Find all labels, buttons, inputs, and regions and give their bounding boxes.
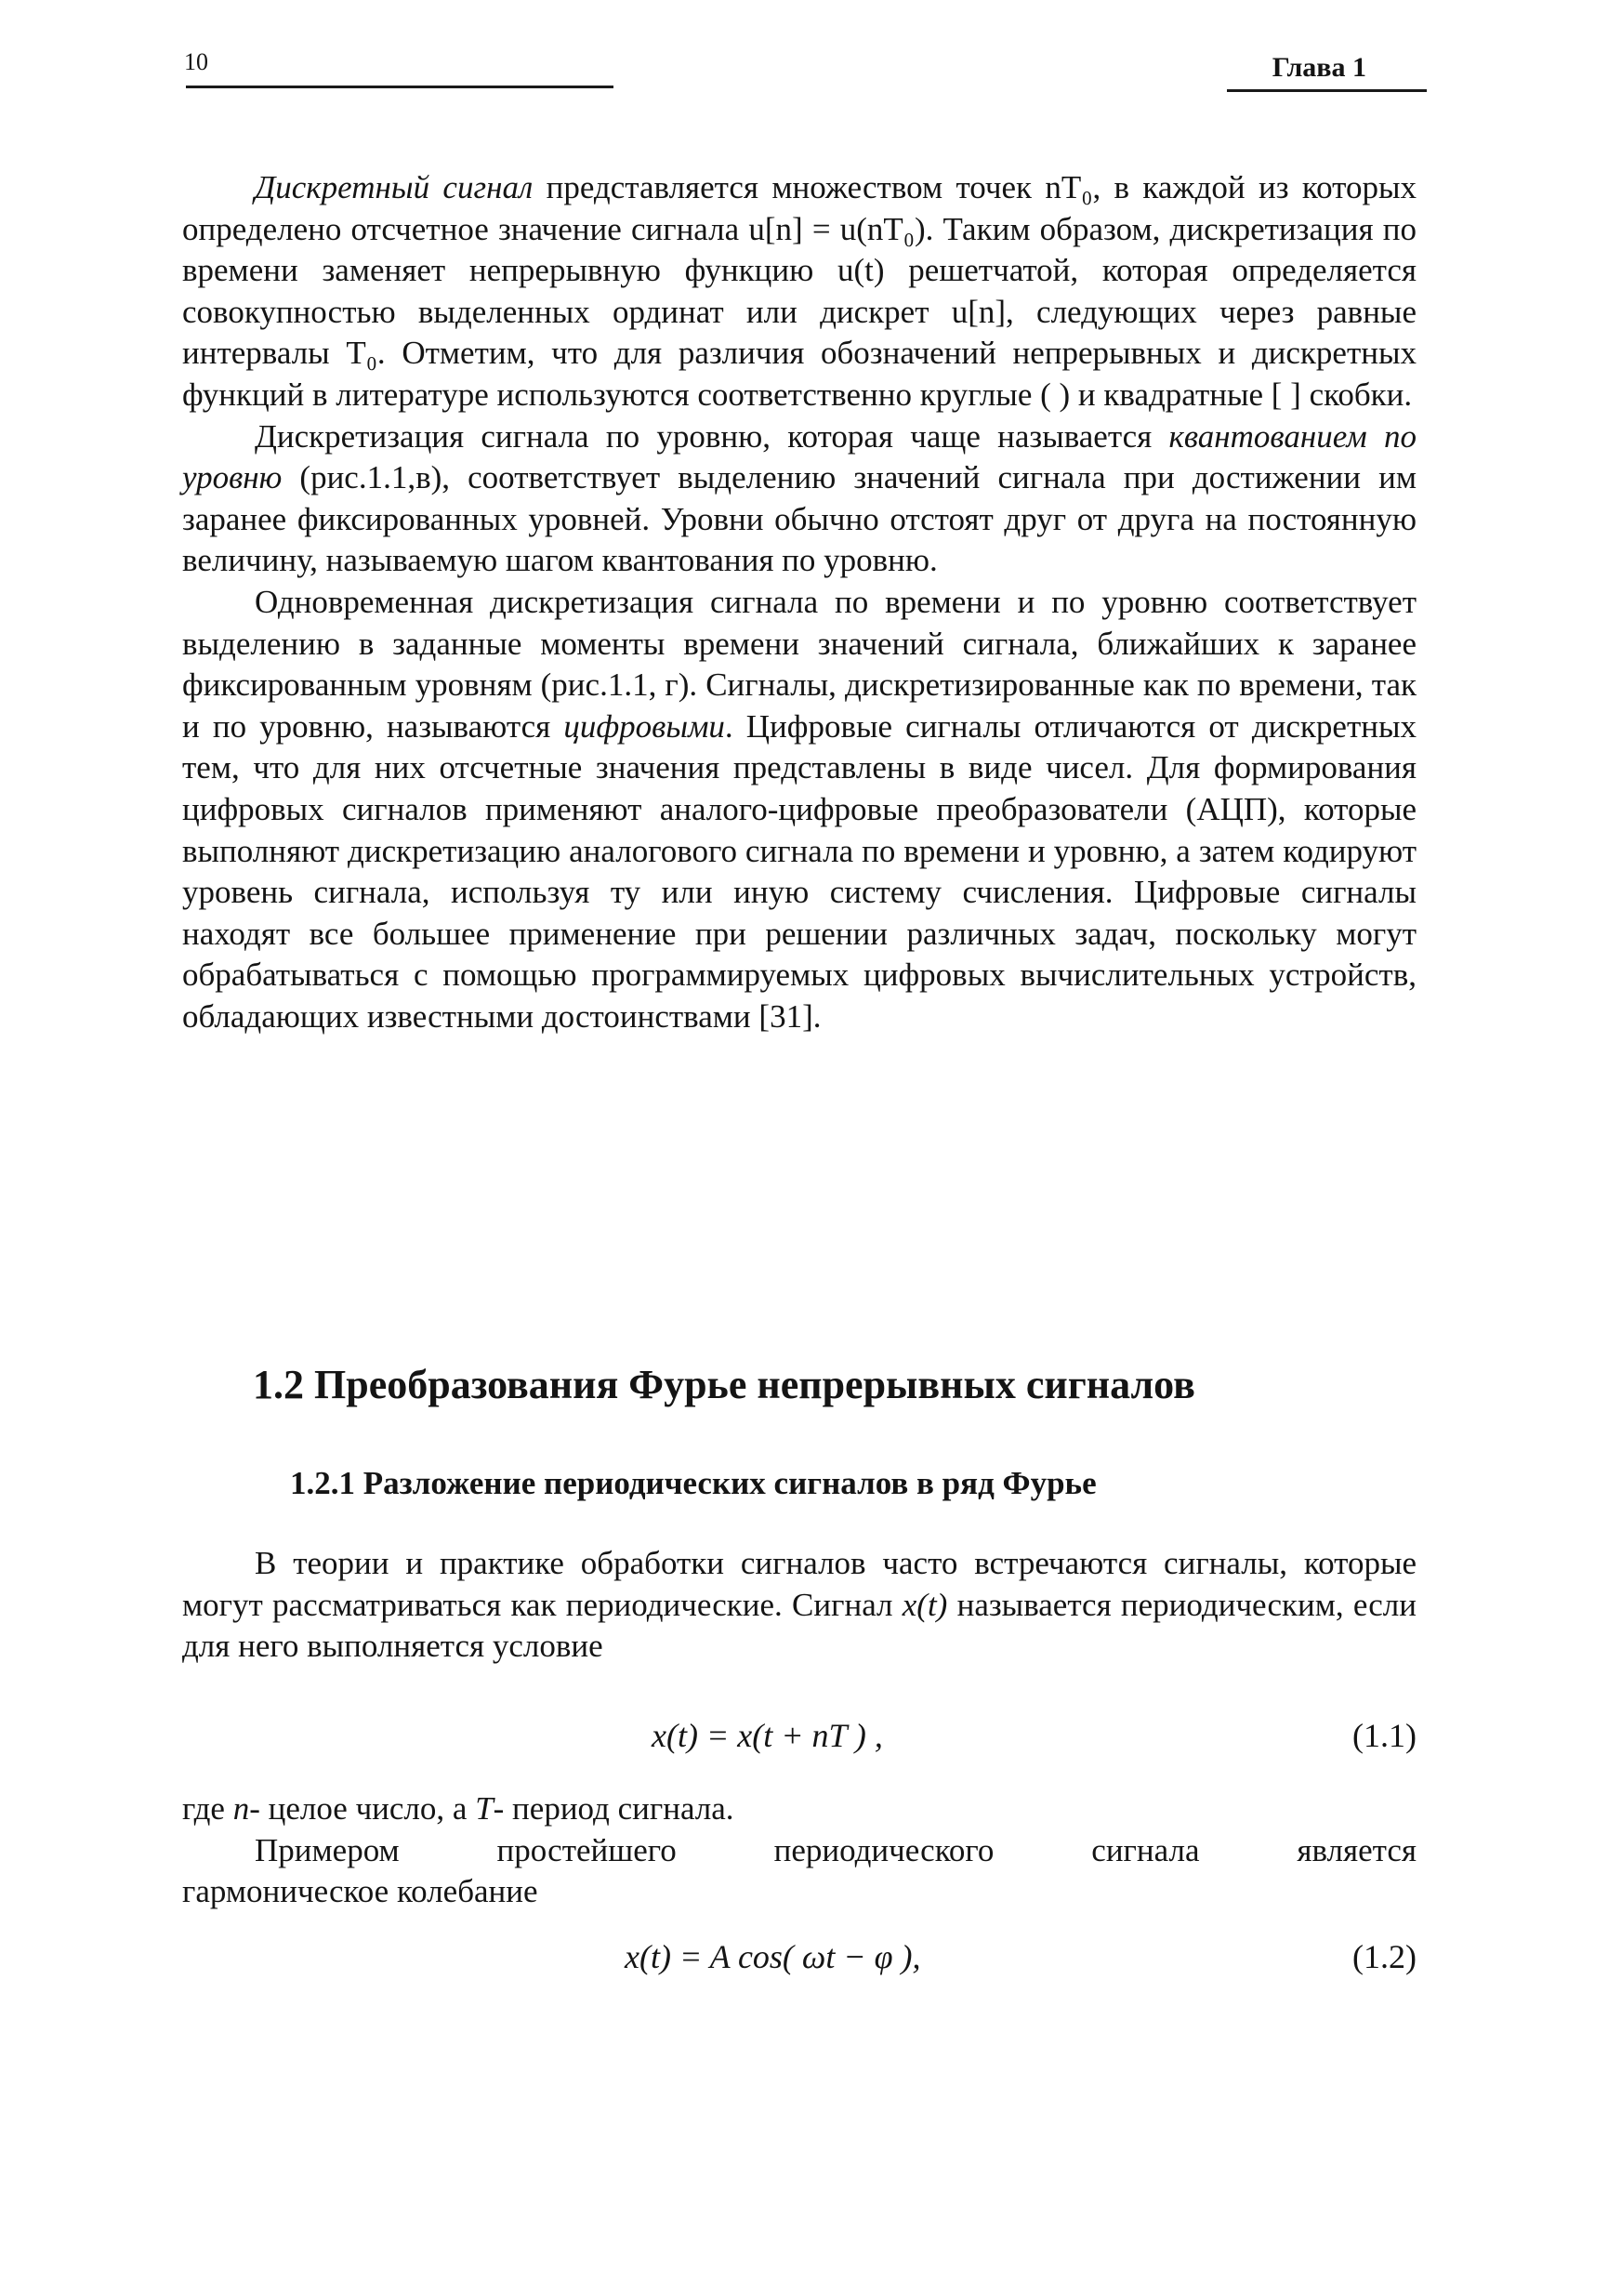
paragraph-quantization-text-a: Дискретизация сигнала по уровню, которая чаще называется — [255, 417, 1169, 455]
chapter-label: Глава 1 — [1272, 52, 1366, 83]
where-text-c: - период сигнала. — [493, 1790, 734, 1827]
term-digital: цифровыми — [563, 707, 725, 745]
paragraph-digital-signals — [182, 582, 1417, 1038]
equation-1-1-formula: x(t) = x(t + nT ) , — [652, 1717, 883, 1754]
paragraph-periodic-text-b: называется периодическим, если для него выполняется условие — [182, 1586, 1417, 1665]
paragraph-discrete-signal-text: представляется множеством точек nT₀, в каждой из которых определено отсчетное значение сигнала u[n] = u(nT₀). Таким образом, дискретизация по времени заменяет непрерывную функцию u(t) решетчатой, которая определяется совокупностью выделенных ординат или дискрет u[n], следующих через равные интервалы T₀. Отметим, что для различия обозначений непрерывных и дискретных функций в литературе используются соответственно круглые ( ) и квадратные [ ] скобки. — [182, 169, 1417, 413]
where-var-n: n — [232, 1790, 250, 1827]
paragraph-digital-text-a: Одновременная дискретизация сигнала по времени и по уровню соответствует выделению в заданные моменты времени значений сигнала, ближайших к заранее фиксированным уровням (рис.1.1, г). Сигналы, дискретизированные как по времени, так и по уровню, называются — [182, 583, 1417, 745]
where-text-b: - целое число, а — [249, 1790, 476, 1827]
paragraph-digital-text-b: . Цифровые сигналы отличаются от дискретных тем, что для них отсчетные значения представлены в виде чисел. Для формирования цифровых сигналов применяют аналого-цифровые преобразователи (АЦП), которые выполняют дискретизацию аналогового сигнала по времени и уровню, а затем кодируют уровень сигнала, используя ту или иную систему счисления. Цифровые сигналы находят все большее применение при решении различных задач, поскольку могут обрабатываться с помощью программируемых цифровых вычислительных устройств, обладающих известными достоинствами [31]. — [182, 707, 1417, 1035]
subsection-title: 1.2.1 Разложение периодических сигналов в ряд Фурье — [290, 1465, 1097, 1501]
equation-1-2-number: (1.2) — [1352, 1938, 1417, 1975]
term-discrete-signal: Дискретный сигнал — [255, 169, 534, 205]
equation-1-2-formula: x(t) = A cos( ωt − φ ), — [625, 1938, 921, 1975]
paragraph-where — [182, 1788, 1417, 1830]
term-x-t: x(t) — [902, 1586, 948, 1623]
term-quantization: квантованием по уровню — [182, 417, 1417, 496]
header-rule-right — [1227, 89, 1427, 92]
where-text-a: где — [182, 1790, 233, 1827]
paragraph-periodic-text-a: В теории и практике обработки сигналов часто встречаются сигналы, которые могут рассматриваться как периодические. Сигнал — [182, 1545, 1417, 1623]
paragraph-discrete-signal — [182, 167, 1417, 416]
paragraph-example-line1: Примером простейшего периодического сигнала является — [255, 1831, 1417, 1868]
section-title: 1.2 Преобразования Фурье непрерывных сигналов — [253, 1362, 1195, 1407]
body-text-fourier-intro — [182, 1543, 1417, 1668]
where-var-T: T — [475, 1790, 494, 1827]
equation-1-1-number: (1.1) — [1352, 1717, 1417, 1754]
paragraph-periodic — [182, 1543, 1417, 1668]
header-rule-left — [186, 86, 613, 88]
equation-1-1 — [182, 1716, 1417, 1762]
paragraph-quantization-text-b: (рис.1.1,в), соответствует выделению значений сигнала при достижении им заранее фиксированных уровней. Уровни обычно отстоят друг от друга на постоянную величину, называемую шагом квантования по уровню. — [182, 459, 1417, 579]
body-text-after-eq — [182, 1788, 1417, 1913]
paragraph-quantization — [182, 416, 1417, 582]
page-number: 10 — [184, 48, 208, 75]
paragraph-example-line2: гармоническое колебание — [182, 1873, 538, 1910]
equation-1-2 — [182, 1937, 1417, 1984]
body-text-upper — [182, 167, 1417, 1037]
